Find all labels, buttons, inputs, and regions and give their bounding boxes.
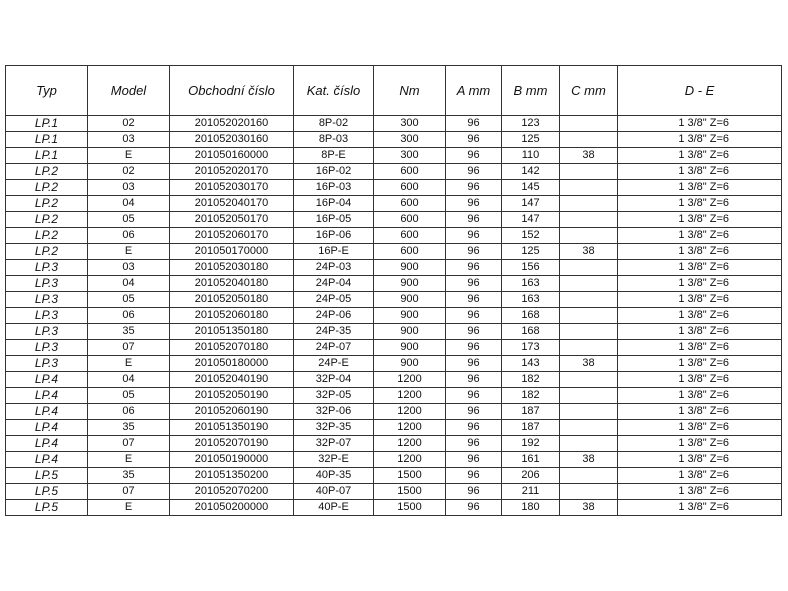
cell-b-mm: 143 xyxy=(502,356,560,372)
cell-a-mm: 96 xyxy=(446,196,502,212)
cell-nm: 600 xyxy=(374,196,446,212)
cell-model: 06 xyxy=(88,308,170,324)
cell-obchodni-cislo: 201050190000 xyxy=(170,452,294,468)
cell-typ: LP.1 xyxy=(6,132,88,148)
cell-nm: 1200 xyxy=(374,404,446,420)
cell-b-mm: 180 xyxy=(502,500,560,516)
cell-c-mm: 38 xyxy=(560,500,618,516)
table-row xyxy=(6,308,782,324)
cell-nm: 1500 xyxy=(374,468,446,484)
cell-b-mm: 187 xyxy=(502,404,560,420)
cell-a-mm: 96 xyxy=(446,436,502,452)
cell-b-mm: 211 xyxy=(502,484,560,500)
cell-c-mm: 38 xyxy=(560,244,618,260)
cell-obchodni-cislo: 201052060180 xyxy=(170,308,294,324)
cell-d-e: 1 3/8" Z=6 xyxy=(618,260,782,276)
cell-a-mm: 96 xyxy=(446,132,502,148)
cell-obchodni-cislo: 201052040180 xyxy=(170,276,294,292)
cell-nm: 600 xyxy=(374,244,446,260)
cell-b-mm: 182 xyxy=(502,388,560,404)
cell-a-mm: 96 xyxy=(446,452,502,468)
table-row xyxy=(6,148,782,164)
cell-b-mm: 147 xyxy=(502,212,560,228)
cell-kat-cislo: 16P-06 xyxy=(294,228,374,244)
cell-kat-cislo: 32P-05 xyxy=(294,388,374,404)
cell-kat-cislo: 16P-04 xyxy=(294,196,374,212)
cell-obchodni-cislo: 201052030170 xyxy=(170,180,294,196)
cell-kat-cislo: 32P-35 xyxy=(294,420,374,436)
cell-obchodni-cislo: 201052040170 xyxy=(170,196,294,212)
cell-model: 04 xyxy=(88,276,170,292)
header-model: Model xyxy=(88,66,170,116)
cell-nm: 1200 xyxy=(374,388,446,404)
cell-a-mm: 96 xyxy=(446,420,502,436)
cell-d-e: 1 3/8" Z=6 xyxy=(618,308,782,324)
cell-a-mm: 96 xyxy=(446,116,502,132)
cell-nm: 1500 xyxy=(374,500,446,516)
cell-typ: LP.3 xyxy=(6,324,88,340)
cell-nm: 900 xyxy=(374,356,446,372)
cell-a-mm: 96 xyxy=(446,260,502,276)
cell-typ: LP.3 xyxy=(6,340,88,356)
cell-model: 02 xyxy=(88,164,170,180)
cell-d-e: 1 3/8" Z=6 xyxy=(618,244,782,260)
cell-c-mm xyxy=(560,436,618,452)
cell-kat-cislo: 32P-06 xyxy=(294,404,374,420)
cell-kat-cislo: 24P-03 xyxy=(294,260,374,276)
cell-d-e: 1 3/8" Z=6 xyxy=(618,452,782,468)
cell-d-e: 1 3/8" Z=6 xyxy=(618,404,782,420)
table-row xyxy=(6,420,782,436)
cell-obchodni-cislo: 201050200000 xyxy=(170,500,294,516)
table-row xyxy=(6,132,782,148)
cell-c-mm xyxy=(560,116,618,132)
cell-typ: LP.2 xyxy=(6,228,88,244)
cell-b-mm: 125 xyxy=(502,132,560,148)
cell-d-e: 1 3/8" Z=6 xyxy=(618,116,782,132)
cell-kat-cislo: 16P-03 xyxy=(294,180,374,196)
cell-kat-cislo: 40P-E xyxy=(294,500,374,516)
cell-nm: 1200 xyxy=(374,372,446,388)
cell-nm: 1200 xyxy=(374,436,446,452)
cell-b-mm: 156 xyxy=(502,260,560,276)
cell-d-e: 1 3/8" Z=6 xyxy=(618,148,782,164)
cell-typ: LP.5 xyxy=(6,500,88,516)
spec-table xyxy=(5,65,782,516)
cell-kat-cislo: 16P-02 xyxy=(294,164,374,180)
cell-obchodni-cislo: 201050170000 xyxy=(170,244,294,260)
cell-nm: 900 xyxy=(374,276,446,292)
table-row xyxy=(6,500,782,516)
cell-c-mm xyxy=(560,340,618,356)
cell-d-e: 1 3/8" Z=6 xyxy=(618,180,782,196)
cell-kat-cislo: 40P-35 xyxy=(294,468,374,484)
cell-model: E xyxy=(88,452,170,468)
header-obchodni-cislo: Obchodní číslo xyxy=(170,66,294,116)
cell-obchodni-cislo: 201052050180 xyxy=(170,292,294,308)
cell-c-mm xyxy=(560,196,618,212)
cell-c-mm xyxy=(560,388,618,404)
table-row xyxy=(6,340,782,356)
cell-nm: 600 xyxy=(374,164,446,180)
cell-model: 02 xyxy=(88,116,170,132)
cell-model: 07 xyxy=(88,484,170,500)
cell-typ: LP.4 xyxy=(6,436,88,452)
header-b-mm: B mm xyxy=(502,66,560,116)
cell-kat-cislo: 16P-05 xyxy=(294,212,374,228)
cell-a-mm: 96 xyxy=(446,244,502,260)
table-row xyxy=(6,292,782,308)
cell-c-mm xyxy=(560,132,618,148)
cell-a-mm: 96 xyxy=(446,324,502,340)
cell-obchodni-cislo: 201052040190 xyxy=(170,372,294,388)
cell-a-mm: 96 xyxy=(446,388,502,404)
cell-c-mm: 38 xyxy=(560,452,618,468)
cell-typ: LP.2 xyxy=(6,196,88,212)
cell-obchodni-cislo: 201052050190 xyxy=(170,388,294,404)
cell-b-mm: 110 xyxy=(502,148,560,164)
table-row xyxy=(6,324,782,340)
cell-model: 04 xyxy=(88,372,170,388)
cell-b-mm: 168 xyxy=(502,308,560,324)
cell-d-e: 1 3/8" Z=6 xyxy=(618,340,782,356)
cell-b-mm: 173 xyxy=(502,340,560,356)
cell-b-mm: 142 xyxy=(502,164,560,180)
cell-d-e: 1 3/8" Z=6 xyxy=(618,468,782,484)
header-kat-cislo: Kat. číslo xyxy=(294,66,374,116)
cell-model: 03 xyxy=(88,180,170,196)
cell-b-mm: 161 xyxy=(502,452,560,468)
cell-d-e: 1 3/8" Z=6 xyxy=(618,372,782,388)
cell-c-mm: 38 xyxy=(560,148,618,164)
cell-typ: LP.5 xyxy=(6,468,88,484)
cell-nm: 900 xyxy=(374,292,446,308)
cell-typ: LP.3 xyxy=(6,276,88,292)
cell-typ: LP.4 xyxy=(6,388,88,404)
cell-nm: 1500 xyxy=(374,484,446,500)
cell-a-mm: 96 xyxy=(446,228,502,244)
cell-d-e: 1 3/8" Z=6 xyxy=(618,212,782,228)
cell-obchodni-cislo: 201052020160 xyxy=(170,116,294,132)
cell-a-mm: 96 xyxy=(446,276,502,292)
cell-model: 35 xyxy=(88,324,170,340)
cell-typ: LP.2 xyxy=(6,180,88,196)
cell-b-mm: 182 xyxy=(502,372,560,388)
cell-d-e: 1 3/8" Z=6 xyxy=(618,132,782,148)
cell-d-e: 1 3/8" Z=6 xyxy=(618,388,782,404)
cell-c-mm xyxy=(560,420,618,436)
cell-d-e: 1 3/8" Z=6 xyxy=(618,436,782,452)
cell-b-mm: 163 xyxy=(502,292,560,308)
cell-model: E xyxy=(88,244,170,260)
cell-model: 06 xyxy=(88,228,170,244)
cell-b-mm: 163 xyxy=(502,276,560,292)
cell-model: E xyxy=(88,356,170,372)
cell-model: 05 xyxy=(88,212,170,228)
cell-kat-cislo: 40P-07 xyxy=(294,484,374,500)
cell-c-mm xyxy=(560,468,618,484)
cell-obchodni-cislo: 201052070180 xyxy=(170,340,294,356)
cell-kat-cislo: 24P-E xyxy=(294,356,374,372)
cell-nm: 900 xyxy=(374,324,446,340)
table-row xyxy=(6,244,782,260)
table-row xyxy=(6,484,782,500)
cell-kat-cislo: 8P-E xyxy=(294,148,374,164)
cell-d-e: 1 3/8" Z=6 xyxy=(618,196,782,212)
cell-nm: 900 xyxy=(374,340,446,356)
cell-a-mm: 96 xyxy=(446,292,502,308)
header-c-mm: C mm xyxy=(560,66,618,116)
table-row xyxy=(6,228,782,244)
cell-typ: LP.3 xyxy=(6,356,88,372)
table-body xyxy=(6,116,782,516)
cell-kat-cislo: 24P-35 xyxy=(294,324,374,340)
table-row xyxy=(6,212,782,228)
cell-typ: LP.2 xyxy=(6,212,88,228)
cell-c-mm xyxy=(560,276,618,292)
cell-a-mm: 96 xyxy=(446,500,502,516)
cell-kat-cislo: 8P-03 xyxy=(294,132,374,148)
cell-obchodni-cislo: 201052050170 xyxy=(170,212,294,228)
cell-a-mm: 96 xyxy=(446,372,502,388)
cell-d-e: 1 3/8" Z=6 xyxy=(618,228,782,244)
cell-d-e: 1 3/8" Z=6 xyxy=(618,484,782,500)
cell-kat-cislo: 8P-02 xyxy=(294,116,374,132)
cell-typ: LP.3 xyxy=(6,292,88,308)
cell-kat-cislo: 16P-E xyxy=(294,244,374,260)
cell-typ: LP.3 xyxy=(6,260,88,276)
cell-nm: 1200 xyxy=(374,420,446,436)
table-row xyxy=(6,276,782,292)
cell-kat-cislo: 32P-E xyxy=(294,452,374,468)
cell-typ: LP.2 xyxy=(6,244,88,260)
header-typ: Typ xyxy=(6,66,88,116)
cell-obchodni-cislo: 201050160000 xyxy=(170,148,294,164)
cell-model: 07 xyxy=(88,340,170,356)
cell-d-e: 1 3/8" Z=6 xyxy=(618,292,782,308)
cell-b-mm: 187 xyxy=(502,420,560,436)
cell-b-mm: 125 xyxy=(502,244,560,260)
cell-obchodni-cislo: 201052070190 xyxy=(170,436,294,452)
cell-obchodni-cislo: 201050180000 xyxy=(170,356,294,372)
cell-typ: LP.5 xyxy=(6,484,88,500)
table-row xyxy=(6,356,782,372)
cell-nm: 600 xyxy=(374,212,446,228)
cell-obchodni-cislo: 201052020170 xyxy=(170,164,294,180)
cell-c-mm xyxy=(560,484,618,500)
cell-c-mm xyxy=(560,324,618,340)
table-row xyxy=(6,196,782,212)
cell-d-e: 1 3/8" Z=6 xyxy=(618,164,782,180)
cell-a-mm: 96 xyxy=(446,180,502,196)
cell-b-mm: 145 xyxy=(502,180,560,196)
cell-a-mm: 96 xyxy=(446,308,502,324)
cell-typ: LP.4 xyxy=(6,420,88,436)
cell-b-mm: 192 xyxy=(502,436,560,452)
cell-nm: 900 xyxy=(374,308,446,324)
cell-c-mm xyxy=(560,404,618,420)
table-row xyxy=(6,260,782,276)
cell-c-mm xyxy=(560,292,618,308)
cell-nm: 300 xyxy=(374,148,446,164)
table-row xyxy=(6,404,782,420)
cell-c-mm: 38 xyxy=(560,356,618,372)
cell-kat-cislo: 24P-04 xyxy=(294,276,374,292)
cell-a-mm: 96 xyxy=(446,404,502,420)
cell-d-e: 1 3/8" Z=6 xyxy=(618,500,782,516)
cell-model: E xyxy=(88,148,170,164)
cell-obchodni-cislo: 201052030160 xyxy=(170,132,294,148)
cell-model: 04 xyxy=(88,196,170,212)
cell-obchodni-cislo: 201052060170 xyxy=(170,228,294,244)
cell-c-mm xyxy=(560,228,618,244)
table-row xyxy=(6,116,782,132)
cell-a-mm: 96 xyxy=(446,148,502,164)
cell-model: 35 xyxy=(88,420,170,436)
cell-kat-cislo: 24P-05 xyxy=(294,292,374,308)
cell-typ: LP.3 xyxy=(6,308,88,324)
header-a-mm: A mm xyxy=(446,66,502,116)
spec-sheet xyxy=(5,65,781,516)
cell-model: 35 xyxy=(88,468,170,484)
cell-typ: LP.1 xyxy=(6,116,88,132)
cell-obchodni-cislo: 201051350200 xyxy=(170,468,294,484)
cell-a-mm: 96 xyxy=(446,164,502,180)
cell-nm: 1200 xyxy=(374,452,446,468)
cell-nm: 600 xyxy=(374,228,446,244)
cell-nm: 600 xyxy=(374,180,446,196)
cell-c-mm xyxy=(560,372,618,388)
cell-a-mm: 96 xyxy=(446,484,502,500)
table-row xyxy=(6,452,782,468)
cell-kat-cislo: 24P-07 xyxy=(294,340,374,356)
table-header xyxy=(6,66,782,116)
table-row xyxy=(6,468,782,484)
cell-b-mm: 168 xyxy=(502,324,560,340)
table-row xyxy=(6,372,782,388)
cell-typ: LP.1 xyxy=(6,148,88,164)
cell-b-mm: 206 xyxy=(502,468,560,484)
cell-obchodni-cislo: 201052060190 xyxy=(170,404,294,420)
cell-a-mm: 96 xyxy=(446,468,502,484)
cell-kat-cislo: 32P-07 xyxy=(294,436,374,452)
table-row xyxy=(6,164,782,180)
cell-model: E xyxy=(88,500,170,516)
cell-nm: 300 xyxy=(374,116,446,132)
cell-obchodni-cislo: 201051350180 xyxy=(170,324,294,340)
cell-c-mm xyxy=(560,180,618,196)
header-row xyxy=(6,66,782,116)
header-nm: Nm xyxy=(374,66,446,116)
cell-typ: LP.4 xyxy=(6,372,88,388)
cell-c-mm xyxy=(560,164,618,180)
cell-d-e: 1 3/8" Z=6 xyxy=(618,356,782,372)
cell-b-mm: 147 xyxy=(502,196,560,212)
cell-a-mm: 96 xyxy=(446,340,502,356)
table-row xyxy=(6,436,782,452)
cell-d-e: 1 3/8" Z=6 xyxy=(618,276,782,292)
cell-a-mm: 96 xyxy=(446,212,502,228)
cell-nm: 900 xyxy=(374,260,446,276)
cell-kat-cislo: 24P-06 xyxy=(294,308,374,324)
cell-c-mm xyxy=(560,260,618,276)
cell-model: 03 xyxy=(88,260,170,276)
cell-model: 06 xyxy=(88,404,170,420)
cell-model: 05 xyxy=(88,292,170,308)
cell-b-mm: 123 xyxy=(502,116,560,132)
cell-d-e: 1 3/8" Z=6 xyxy=(618,324,782,340)
cell-b-mm: 152 xyxy=(502,228,560,244)
table-row xyxy=(6,180,782,196)
cell-typ: LP.2 xyxy=(6,164,88,180)
cell-model: 03 xyxy=(88,132,170,148)
cell-kat-cislo: 32P-04 xyxy=(294,372,374,388)
header-d-e: D - E xyxy=(618,66,782,116)
cell-model: 05 xyxy=(88,388,170,404)
cell-c-mm xyxy=(560,212,618,228)
cell-typ: LP.4 xyxy=(6,404,88,420)
cell-obchodni-cislo: 201052030180 xyxy=(170,260,294,276)
cell-obchodni-cislo: 201051350190 xyxy=(170,420,294,436)
cell-nm: 300 xyxy=(374,132,446,148)
cell-model: 07 xyxy=(88,436,170,452)
cell-a-mm: 96 xyxy=(446,356,502,372)
cell-obchodni-cislo: 201052070200 xyxy=(170,484,294,500)
cell-typ: LP.4 xyxy=(6,452,88,468)
table-row xyxy=(6,388,782,404)
cell-d-e: 1 3/8" Z=6 xyxy=(618,420,782,436)
cell-c-mm xyxy=(560,308,618,324)
